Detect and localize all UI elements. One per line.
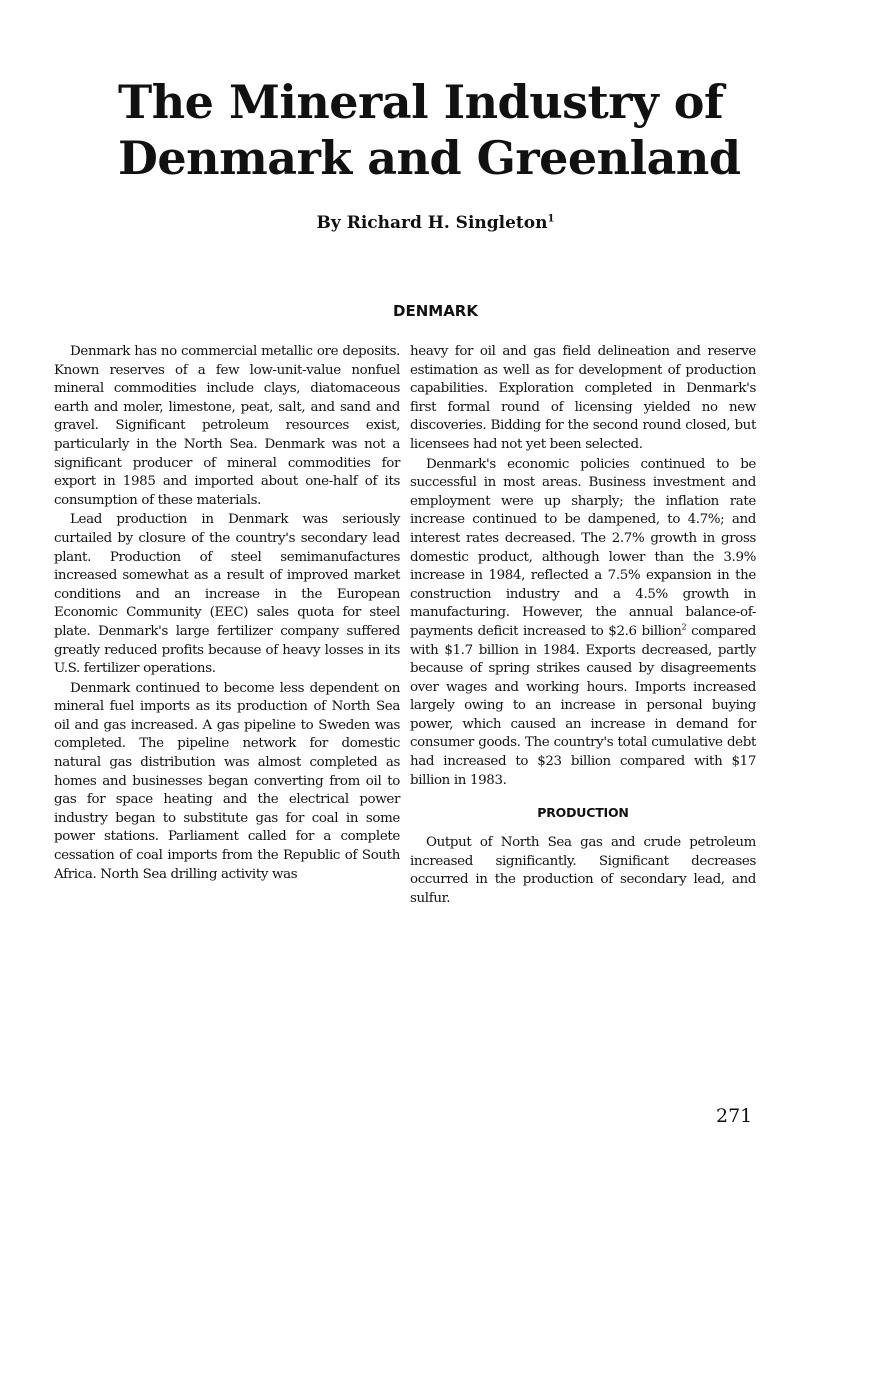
article-title: The Mineral Industry of Denmark and Greenland	[118, 75, 741, 185]
paragraph-lead-steel: Lead production in Denmark was seriously curtailed by closure of the country's secondary lead plant. Production of steel semimanufactures increased somewhat as a result of improved market conditions and an increase in the European Economic Community (EEC) sales quota for steel plate. Denmark's large fertilizer company suffered greatly reduced profits because of heavy losses in its U.S. fertilizer operations.	[54, 512, 400, 677]
section-heading-denmark: DENMARK	[393, 302, 478, 320]
paragraph-economy-part2: compared with $1.7 billion in 1984. Exports decreased, partly because of spring strikes caused by disagreements over wages and working hours. Imports increased largely owing to an increase in personal buying power, which caused an increase in demand for consumer goods. The country's total cumulative debt had increased to $23 billion compared with $17 billion in 1983.	[410, 623, 756, 788]
page-number: 271	[716, 1105, 753, 1127]
footnote-mark: 2	[681, 622, 687, 632]
paragraph-mineral-fuel: Denmark continued to become less dependent on mineral fuel imports as its production of North Sea oil and gas increased. A gas pipeline to Sweden was completed. The pipeline network for domestic natural gas distribution was almost completed as homes and businesses began converting from oil to gas for space heating and the electrical power industry began to substitute gas for coal in some power stations. Parliament called for a complete cessation of coal imports from the Republic of South Africa. North Sea drilling activity was	[54, 680, 400, 882]
right-column	[410, 343, 756, 909]
paragraph-drilling-continued: heavy for oil and gas field delineation and reserve estimation as well as for development of production capabilities. Exploration completed in Denmark's first formal round of licensing yielded no new discoveries. Bidding for the second round closed, but licensees had not yet been selected.	[410, 344, 756, 452]
paragraph-resources: Denmark has no commercial metallic ore deposits. Known reserves of a few low-unit-value nonfuel mineral commodities include clays, diatomaceous earth and moler, limestone, peat, salt, and sand and gravel. Significant petroleum resources exist, particularly in the North Sea. Denmark was not a significant producer of mineral commodities for export in 1985 and imported about one-half of its consumption of these materials.	[54, 344, 400, 508]
paragraph-economy	[410, 456, 756, 791]
subheading-production: PRODUCTION	[537, 805, 629, 821]
left-column	[54, 343, 400, 884]
byline	[0, 210, 871, 236]
author-name: By Richard H. Singleton	[316, 213, 548, 233]
paragraph-production: Output of North Sea gas and crude petroleum increased significantly. Significant decreases occurred in the production of secondary lead, and sulfur.	[410, 835, 756, 907]
paragraph-economy-part1: Denmark's economic policies continued to be successful in most areas. Business investment and employment were up sharply; the inflation rate increase continued to be dampened, to 4.7%; and interest rates decreased. The 2.7% growth in gross domestic product, although lower than the 3.9% increase in 1984, reflected a 7.5% expansion in the construction industry and a 4.5% growth in manufacturing. However, the annual balance-of-payments deficit increased to $2.6 billion	[410, 456, 756, 639]
author-footnote-mark: 1	[547, 213, 555, 225]
